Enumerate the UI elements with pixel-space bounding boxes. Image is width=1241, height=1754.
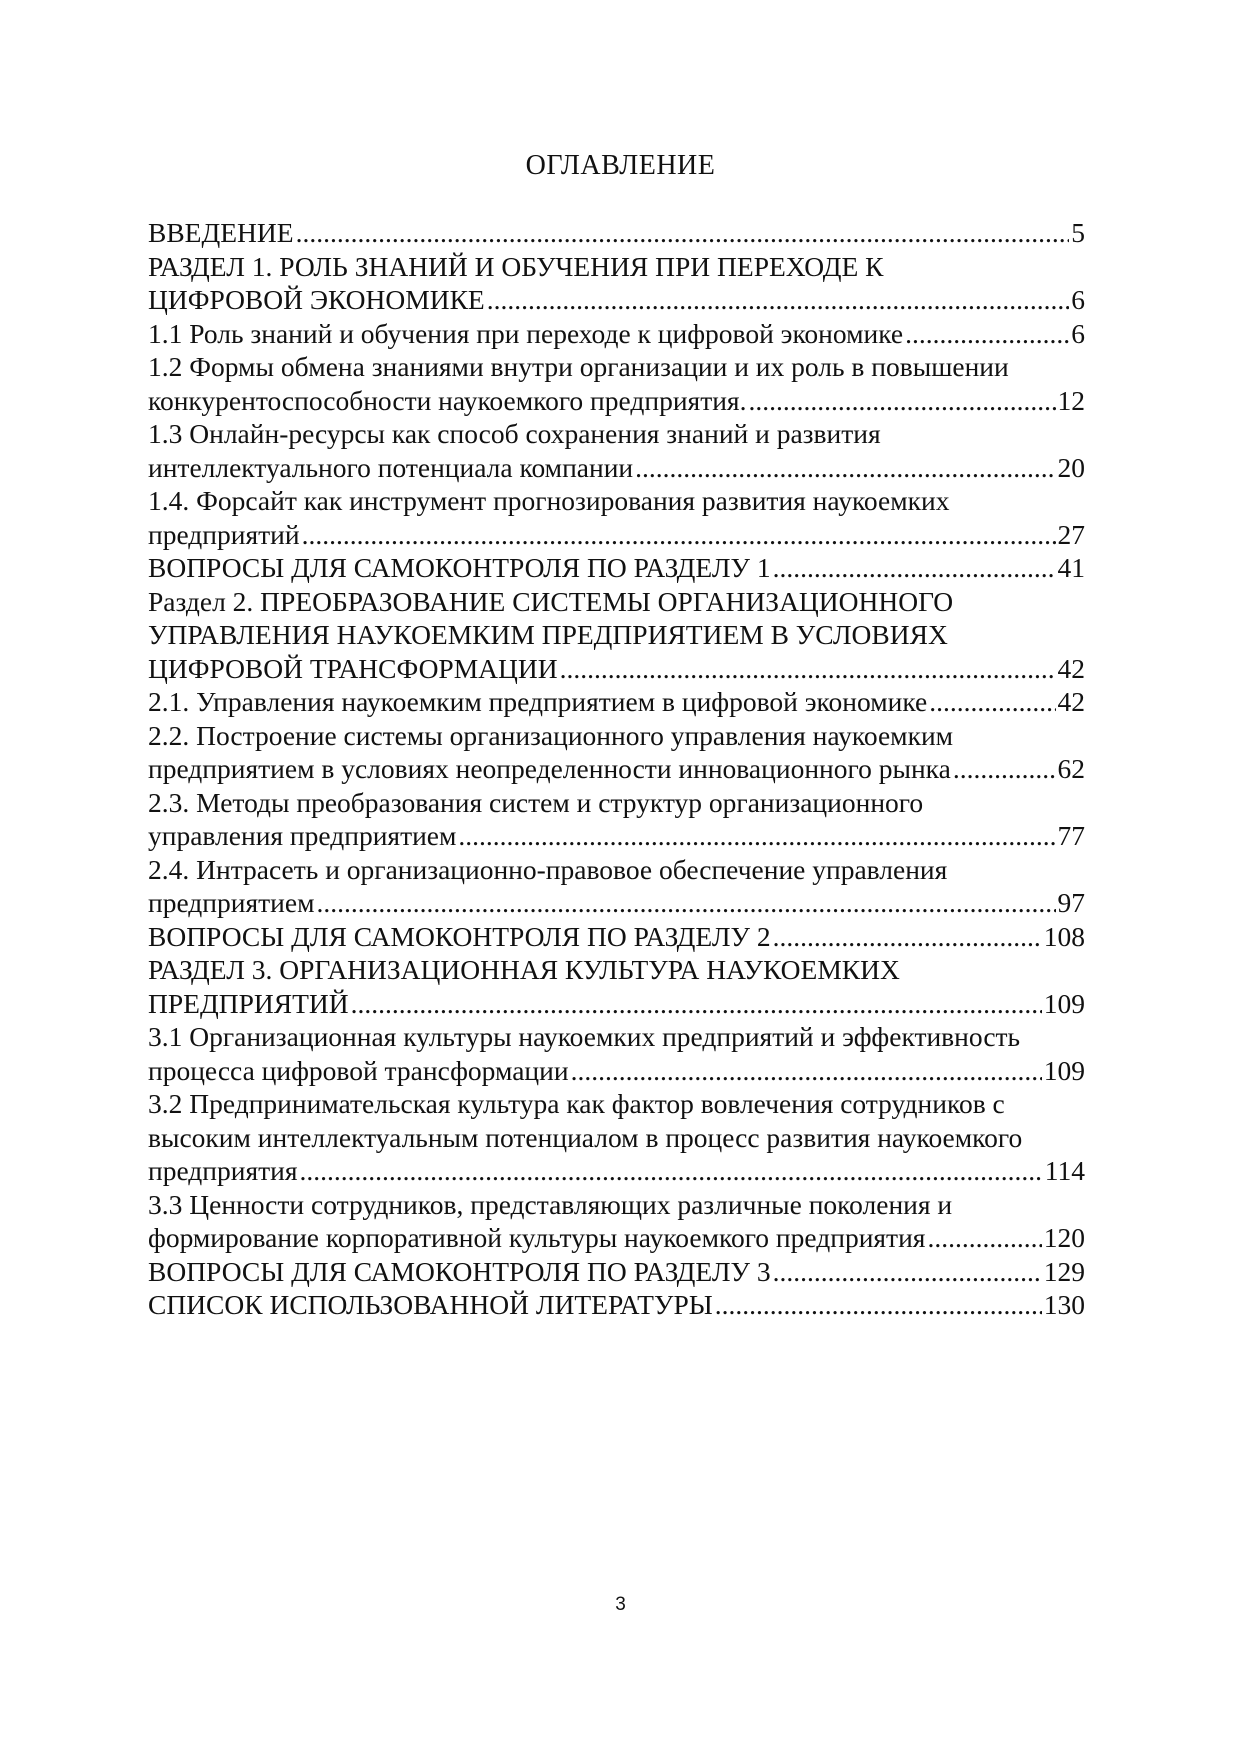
dot-leader	[715, 1288, 1042, 1322]
dot-leader	[487, 283, 1070, 317]
toc-entry[interactable]	[148, 350, 1085, 417]
page-title: ОГЛАВЛЕНИЕ	[525, 150, 716, 181]
toc-entry[interactable]	[148, 1255, 1085, 1289]
toc-entry[interactable]	[148, 953, 1085, 1020]
toc-entry-line	[148, 317, 1085, 351]
toc-entry-page: 97	[1057, 887, 1085, 918]
toc-entry[interactable]	[148, 1087, 1085, 1188]
toc-entry-page: 130	[1043, 1289, 1085, 1320]
toc-entry[interactable]	[148, 1288, 1085, 1322]
toc-entry-line	[148, 216, 1085, 250]
toc-entry-page: 41	[1057, 552, 1085, 583]
toc-entry-text: 1.1 Роль знаний и обучения при переходе к цифровой экономике	[148, 317, 904, 349]
toc-entry-text: 1.3 Онлайн-ресурсы как способ сохранения знаний и развития	[148, 418, 881, 449]
toc-entry-line	[148, 1054, 1085, 1088]
toc-entry-line	[148, 1154, 1085, 1188]
toc-entry-text: РАЗДЕЛ 3. ОРГАНИЗАЦИОННАЯ КУЛЬТУРА НАУКОЕМКИХ	[148, 954, 900, 985]
toc-entry-line	[148, 384, 1085, 418]
toc-entry-page: 12	[1057, 384, 1085, 416]
toc-entry-text: процесса цифровой трансформации	[148, 1054, 569, 1086]
dot-leader	[560, 652, 1056, 686]
toc-entry-text: 3.1 Организационная культуры наукоемких предприятий и эффективность	[148, 1021, 1021, 1052]
toc-entry[interactable]	[148, 719, 1085, 786]
toc-entry-text: РАЗДЕЛ 1. РОЛЬ ЗНАНИЙ И ОБУЧЕНИЯ ПРИ ПЕРЕХОДЕ К	[148, 250, 884, 282]
toc-entry-text: 1.2 Формы обмена знаниями внутри организации и их роль в повышении	[148, 351, 1009, 382]
toc-entry-text: 3.3 Ценности сотрудников, представляющих различные поколения и	[148, 1188, 953, 1220]
toc-entry-page: 120	[1043, 1222, 1085, 1253]
toc-entry-page: 129	[1043, 1255, 1085, 1287]
toc-entry[interactable]	[148, 786, 1085, 853]
toc-entry-line	[148, 920, 1085, 954]
toc-entry-text: ВВЕДЕНИЕ	[148, 217, 294, 248]
toc-entry[interactable]	[148, 216, 1085, 250]
toc-entry[interactable]	[148, 250, 1085, 317]
toc-entry-text: предприятия	[148, 1155, 298, 1186]
toc-entry-page: 109	[1043, 987, 1085, 1019]
toc-entry-text: Раздел 2. ПРЕОБРАЗОВАНИЕ СИСТЕМЫ ОРГАНИЗАЦИОННОГО	[148, 585, 954, 617]
toc-entry-text: 1.4. Форсайт как инструмент прогнозирования развития наукоемких	[148, 485, 950, 516]
toc-entry-page: 108	[1043, 920, 1085, 952]
toc-entry-text: конкурентоспособности наукоемкого предприятия.	[148, 384, 747, 416]
toc-entry-text: 2.2. Построение системы организационного управления наукоемким	[148, 719, 954, 751]
toc-entry-page: 62	[1057, 753, 1085, 784]
toc-entry-text: СПИСОК ИСПОЛЬЗОВАННОЙ ЛИТЕРАТУРЫ	[148, 1289, 713, 1320]
toc-entry-text: ЦИФРОВОЙ ТРАНСФОРМАЦИИ	[148, 652, 558, 684]
dot-leader	[571, 1054, 1042, 1088]
toc-entry-line	[148, 518, 1085, 552]
dot-leader	[296, 216, 1070, 250]
toc-entry-page: 109	[1043, 1054, 1085, 1086]
toc-entry-text: ВОПРОСЫ ДЛЯ САМОКОНТРОЛЯ ПО РАЗДЕЛУ 3	[148, 1255, 771, 1287]
toc-entry-text: предприятием	[148, 887, 315, 918]
toc-entry-text: 2.4. Интрасеть и организационно-правовое обеспечение управления	[148, 853, 948, 885]
toc-entry[interactable]	[148, 685, 1085, 719]
toc-entry-line	[148, 987, 1085, 1021]
dot-leader	[773, 920, 1042, 954]
dot-leader	[302, 518, 1056, 552]
toc-entry[interactable]	[148, 484, 1085, 551]
toc-entry-page: 6	[1071, 317, 1085, 349]
dot-leader	[773, 1255, 1042, 1289]
toc-entry-line	[148, 652, 1085, 686]
toc-entry-page: 42	[1057, 652, 1085, 684]
toc-entry-text: ВОПРОСЫ ДЛЯ САМОКОНТРОЛЯ ПО РАЗДЕЛУ 2	[148, 920, 771, 952]
toc-entry-page: 27	[1057, 518, 1085, 550]
toc-entry[interactable]	[148, 1188, 1085, 1255]
toc-entry-text: интеллектуального потенциала компании	[148, 451, 634, 483]
page-number: 3	[615, 1594, 626, 1615]
toc-entry-text: ЦИФРОВОЙ ЭКОНОМИКЕ	[148, 284, 485, 315]
toc-entry-line	[148, 1255, 1085, 1289]
toc-entry-page: 6	[1071, 284, 1085, 315]
toc-entry-text: управления предприятием	[148, 820, 457, 851]
dot-leader	[927, 1221, 1041, 1255]
toc-entry-page: 20	[1057, 451, 1085, 483]
toc-entry-line	[148, 1221, 1085, 1255]
dot-leader	[953, 752, 1056, 786]
toc-entry[interactable]	[148, 585, 1085, 686]
toc-entry[interactable]	[148, 317, 1085, 351]
toc-entry-text: 2.3. Методы преобразования систем и структур организационного	[148, 786, 924, 818]
toc-entry-text: высоким интеллектуальным потенциалом в процесс развития наукоемкого	[148, 1121, 1023, 1153]
toc-entry-text: предприятий	[148, 518, 300, 550]
toc-entry-line	[148, 752, 1085, 786]
toc-entry-page: 77	[1057, 820, 1085, 851]
dot-leader	[773, 551, 1056, 585]
dot-leader	[458, 819, 1055, 853]
dot-leader	[905, 317, 1069, 351]
toc-entry-text: формирование корпоративной культуры наукоемкого предприятия	[148, 1222, 926, 1253]
toc-entry[interactable]	[148, 920, 1085, 954]
toc-entry[interactable]	[148, 1020, 1085, 1087]
toc-entry-line	[148, 283, 1085, 317]
toc-entry-text: ВОПРОСЫ ДЛЯ САМОКОНТРОЛЯ ПО РАЗДЕЛУ 1	[148, 552, 771, 583]
toc-entry-line	[148, 819, 1085, 853]
toc-entry-page: 114	[1044, 1155, 1085, 1186]
toc-entry-page: 5	[1071, 217, 1085, 248]
dot-leader	[635, 451, 1055, 485]
toc-entry-text: ПРЕДПРИЯТИЙ	[148, 987, 349, 1019]
dot-leader	[748, 384, 1055, 418]
toc-entry-line	[148, 886, 1085, 920]
toc-entry-text: 3.2 Предпринимательская культура как фактор вовлечения сотрудников с	[148, 1088, 1005, 1119]
dot-leader	[300, 1154, 1043, 1188]
dot-leader	[316, 886, 1055, 920]
dot-leader	[929, 685, 1055, 719]
toc-entry[interactable]	[148, 551, 1085, 585]
toc-entry-line	[148, 451, 1085, 485]
toc-entry-text: предприятием в условиях неопределенности инновационного рынка	[148, 753, 951, 784]
dot-leader	[351, 987, 1042, 1021]
toc-entry-text: 2.1. Управления наукоемким предприятием в цифровой экономике	[148, 686, 928, 717]
toc-entry[interactable]	[148, 853, 1085, 920]
toc-entry-line	[148, 685, 1085, 719]
toc-entry-line	[148, 1288, 1085, 1322]
toc-entry[interactable]	[148, 417, 1085, 484]
table-of-contents	[148, 216, 1085, 1322]
toc-entry-page: 42	[1057, 686, 1085, 717]
toc-entry-text: УПРАВЛЕНИЯ НАУКОЕМКИМ ПРЕДПРИЯТИЕМ В УСЛОВИЯХ	[148, 619, 948, 650]
toc-entry-line	[148, 551, 1085, 585]
